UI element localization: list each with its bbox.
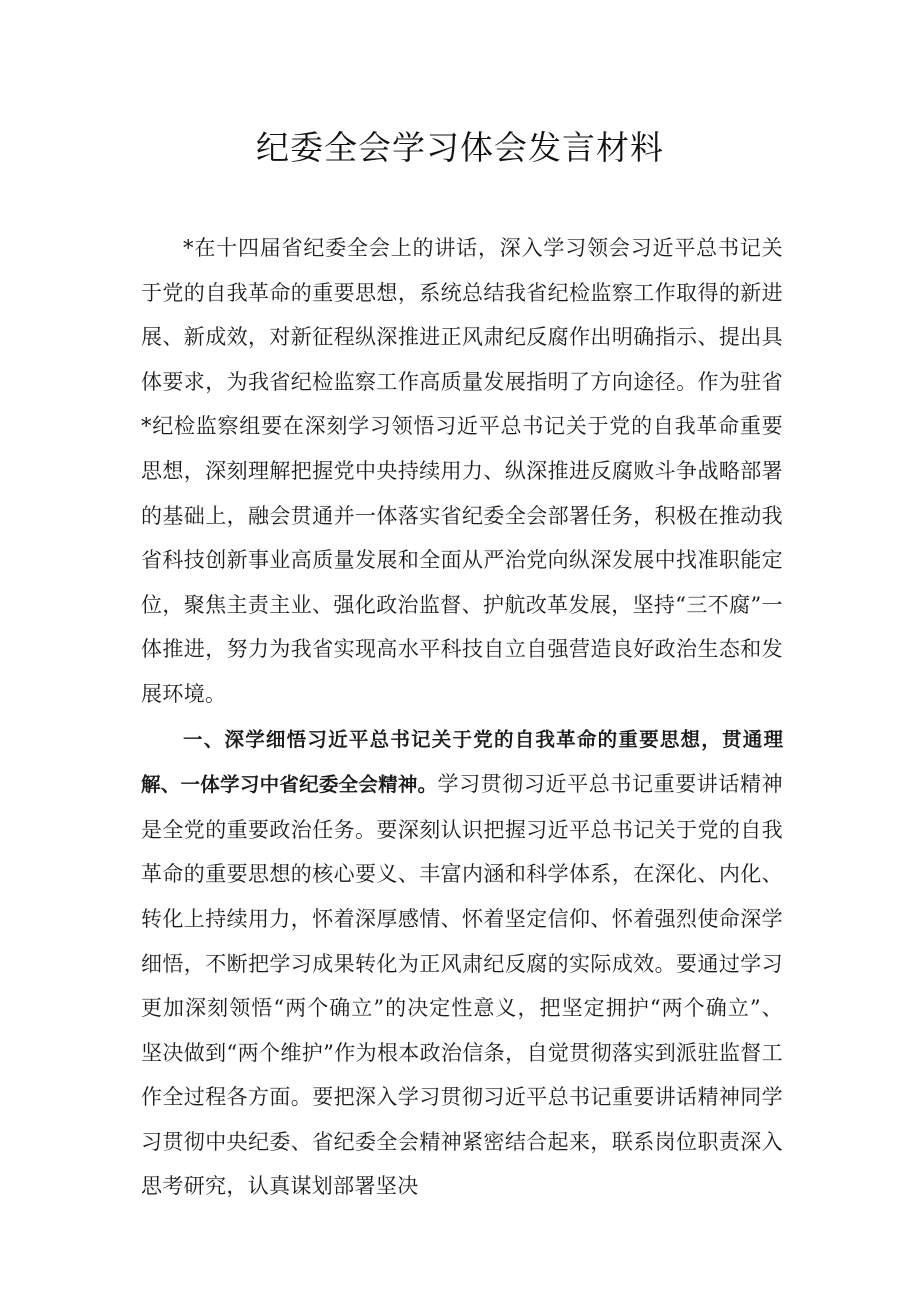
paragraph-section-one — [141, 717, 783, 1210]
document-title: 纪委全会学习体会发言材料 — [256, 128, 664, 167]
paragraph-intro — [141, 226, 783, 717]
section-one-text: 学习贯彻习近平总书记重要讲话精神是全党的重要政治任务。要深刻认识把握习近平总书记关于党的自我革命的重要思想的核心要义、丰富内涵和科学体系，在深化、内化、转化上持续用力，怀着深厚感情、怀着坚定信仰、怀着强烈使命深学细悟，不断把学习成果转化为正风肃纪反腐的实际成效。要通过学习更加深刻领悟“两个确立”的决定性意义，把坚定拥护“两个确立”、坚决做到“两个维护”作为根本政治信条，自觉贯彻落实到派驻监督工作全过程各方面。要把深入学习贯彻习近平总书记重要讲话精神同学习贯彻中央纪委、省纪委全会精神紧密结合起来，联系岗位职责深入思考研究，认真谋划部署坚决 — [141, 772, 783, 1199]
paragraph-intro-text: *在十四届省纪委全会上的讲话，深入学习领会习近平总书记关于党的自我革命的重要思想，系统总结我省纪检监察工作取得的新进展、新成效，对新征程纵深推进正风肃纪反腐作出明确指示、提出具体要求，为我省纪检监察工作高质量发展指明了方向途径。作为驻省*纪检监察组要在深刻学习领悟习近平总书记关于党的自我革命重要思想，深刻理解把握党中央持续用力、纵深推进反腐败斗争战略部署的基础上，融会贯通并一体落实省纪委全会部署任务，积极在推动我省科技创新事业高质量发展和全面从严治党向纵深发展中找准职能定位，聚焦主责主业、强化政治监督、护航改革发展，坚持“三不腐”一体推进，努力为我省实现高水平科技自立自强营造良好政治生态和发展环境。 — [141, 236, 783, 706]
document-body — [141, 226, 783, 1209]
section-one-heading: 一、深学细悟习近平总书记关于党的自我革命的重要思想，贯通理解、一体学习中省纪委全会精神。 — [141, 727, 783, 797]
